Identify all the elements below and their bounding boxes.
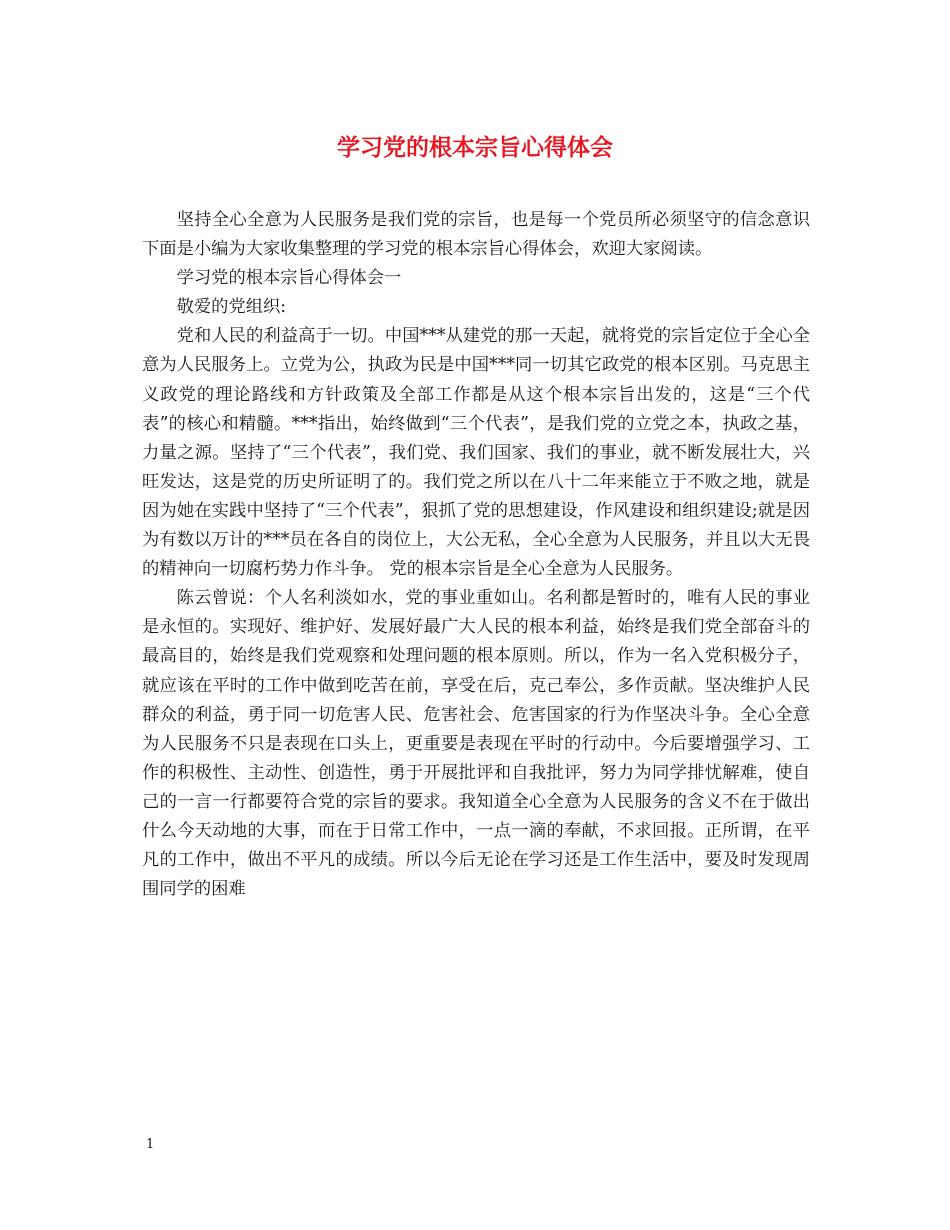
document-title: 学习党的根本宗旨心得体会 bbox=[337, 135, 613, 161]
paragraph-body-1: 党和人民的利益高于一切。中国***从建党的那一天起，就将党的宗旨定位于全心全意为人民服务上。立党为公，执政为民是中国***同一切其它政党的根本区别。马克思主义政党的理论路线和方针政策及全部工作都是从这个根本宗旨出发的，这是“三个代表”的核心和精髓。***指出，始终做到“三个代表”，是我们党的立党之本，执政之基，力量之源。坚持了“三个代表”，我们党、我们国家、我们的事业，就不断发展壮大，兴旺发达，这是党的历史所证明了的。我们党之所以在八十二年来能立于不败之地，就是因为她在实践中坚持了“三个代表”，狠抓了党的思想建设，作风建设和组织建设;就是因为有数以万计的***员在各自的岗位上，大公无私，全心全意为人民服务，并且以大无畏的精神向一切腐朽势力作斗争。 党的根本宗旨是全心全意为人民服务。 bbox=[142, 326, 810, 580]
paragraph-salutation: 敬爱的党组织: bbox=[176, 297, 287, 318]
paragraph-body-2: 陈云曾说：个人名利淡如水，党的事业重如山。名利都是暂时的，唯有人民的事业是永恒的。实现好、维护好、发展好最广大人民的根本利益，始终是我们党全部奋斗的最高目的，始终是我们党观察和处理问题的根本原则。所以，作为一名入党积极分子，就应该在平时的工作中做到吃苦在前，享受在后，克己奉公，多作贡献。坚决维护人民群众的利益，勇于同一切危害人民、危害社会、危害国家的行为作坚决斗争。全心全意为人民服务不只是表现在口头上，更重要是表现在平时的行动中。今后要增强学习、工作的积极性、主动性、创造性，勇于开展批评和自我批评，努力为同学排忧解难，使自己的一言一行都要符合党的宗旨的要求。我知道全心全意为人民服务的含义不在于做出什么今天动地的大事，而在于日常工作中，一点一滴的奉献，不求回报。正所谓，在平凡的工作中，做出不平凡的成绩。所以今后无论在学习还是工作生活中，要及时发现周围同学的困难 bbox=[142, 588, 810, 900]
paragraph-intro: 坚持全心全意为人民服务是我们党的宗旨，也是每一个党员所必须坚守的信念意识下面是小编为大家收集整理的学习党的根本宗旨心得体会，欢迎大家阅读。 bbox=[142, 210, 810, 260]
paragraph-section-heading: 学习党的根本宗旨心得体会一 bbox=[176, 268, 402, 289]
document-body bbox=[142, 206, 810, 904]
page-number: 1 bbox=[146, 1137, 155, 1152]
